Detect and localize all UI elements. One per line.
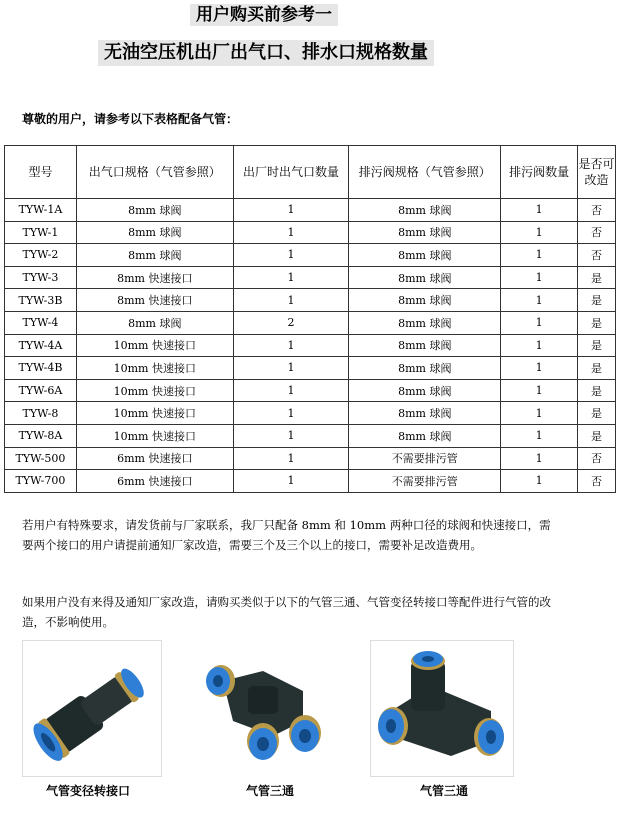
header-outlet-spec: 出气口规格（气管参照） [76,146,233,199]
table-row [5,379,616,402]
cell-outlet-spec: 6mm 快速接口 [76,447,233,470]
cell-model: TYW-4B [5,357,77,380]
cell-outlet-count: 1 [233,244,349,267]
cell-outlet-count: 1 [233,470,349,493]
cell-outlet-count: 1 [233,199,349,222]
table-row [5,357,616,380]
cell-outlet-spec: 10mm 快速接口 [76,334,233,357]
cell-drain-spec: 8mm 球阀 [349,289,501,312]
cell-drain-spec: 8mm 球阀 [349,244,501,267]
cell-outlet-count: 1 [233,402,349,425]
cell-drain-spec: 不需要排污管 [349,470,501,493]
table-row [5,199,616,222]
page-subtitle: 无油空压机出厂出气口、排水口规格数量 [98,40,434,66]
cell-outlet-count: 1 [233,221,349,244]
table-row [5,470,616,493]
cell-drain-spec: 8mm 球阀 [349,357,501,380]
page-title: 用户购买前参考一 [190,4,338,26]
cell-outlet-spec: 8mm 球阀 [76,244,233,267]
table-row [5,221,616,244]
cell-model: TYW-6A [5,379,77,402]
cell-outlet-count: 1 [233,289,349,312]
cell-outlet-count: 1 [233,266,349,289]
cell-modifiable: 是 [578,379,616,402]
cell-modifiable: 是 [578,357,616,380]
table-row [5,447,616,470]
header-drain-spec: 排污阀规格（气管参照） [349,146,501,199]
table-header-row [5,146,616,199]
cell-drain-count: 1 [501,311,578,334]
header-model: 型号 [5,146,77,199]
cell-outlet-count: 1 [233,447,349,470]
cell-outlet-spec: 6mm 快速接口 [76,470,233,493]
cell-modifiable: 是 [578,266,616,289]
cell-modifiable: 是 [578,424,616,447]
cell-modifiable: 否 [578,199,616,222]
table-row [5,244,616,267]
cell-modifiable: 否 [578,470,616,493]
cell-outlet-spec: 10mm 快速接口 [76,357,233,380]
cell-drain-count: 1 [501,289,578,312]
cell-outlet-count: 1 [233,357,349,380]
header-outlet-count: 出厂时出气口数量 [233,146,349,199]
cell-drain-spec: 8mm 球阀 [349,424,501,447]
cell-modifiable: 是 [578,334,616,357]
cell-drain-count: 1 [501,447,578,470]
cell-drain-count: 1 [501,402,578,425]
table-row [5,311,616,334]
cell-drain-count: 1 [501,334,578,357]
cell-outlet-spec: 8mm 快速接口 [76,289,233,312]
cell-drain-spec: 8mm 球阀 [349,379,501,402]
cell-drain-count: 1 [501,221,578,244]
cell-modifiable: 是 [578,311,616,334]
cell-drain-count: 1 [501,266,578,289]
cell-drain-spec: 8mm 球阀 [349,311,501,334]
cell-modifiable: 否 [578,221,616,244]
cell-drain-count: 1 [501,244,578,267]
cell-drain-spec: 8mm 球阀 [349,221,501,244]
tee-fitting-image-2 [370,640,514,777]
cell-outlet-spec: 8mm 球阀 [76,311,233,334]
cell-model: TYW-4 [5,311,77,334]
caption-tee-2: 气管三通 [420,784,469,798]
reducer-connector-image [22,640,162,777]
cell-drain-spec: 8mm 球阀 [349,266,501,289]
cell-outlet-count: 1 [233,379,349,402]
cell-drain-count: 1 [501,357,578,380]
cell-model: TYW-4A [5,334,77,357]
tee-fitting-image-1 [192,640,336,777]
note-accessories: 如果用户没有来得及通知厂家改造，请购买类似于以下的气管三通、气管变径转接口等配件进行气管的改造，不影响使用。 [22,595,551,629]
cell-outlet-spec: 10mm 快速接口 [76,424,233,447]
cell-outlet-spec: 8mm 球阀 [76,199,233,222]
cell-drain-count: 1 [501,424,578,447]
note-special-requirements: 若用户有特殊要求，请发货前与厂家联系，我厂只配备 8mm 和 10mm 两种口径的球阀和快速接口，需要两个接口的用户请提前通知厂家改造，需要三个及三个以上的接口，需要补足改造费用。 [22,518,551,552]
cell-model: TYW-500 [5,447,77,470]
cell-modifiable: 是 [578,402,616,425]
cell-outlet-spec: 10mm 快速接口 [76,402,233,425]
cell-modifiable: 否 [578,244,616,267]
spec-table [4,145,616,493]
cell-drain-spec: 不需要排污管 [349,447,501,470]
cell-outlet-spec: 8mm 快速接口 [76,266,233,289]
cell-drain-spec: 8mm 球阀 [349,199,501,222]
cell-outlet-count: 2 [233,311,349,334]
cell-model: TYW-1A [5,199,77,222]
cell-drain-spec: 8mm 球阀 [349,402,501,425]
cell-model: TYW-1 [5,221,77,244]
caption-tee-1: 气管三通 [246,784,295,798]
cell-outlet-spec: 8mm 球阀 [76,221,233,244]
table-row [5,424,616,447]
caption-reducer: 气管变径转接口 [46,784,131,798]
cell-model: TYW-8 [5,402,77,425]
cell-modifiable: 是 [578,289,616,312]
cell-outlet-spec: 10mm 快速接口 [76,379,233,402]
table-row [5,266,616,289]
cell-model: TYW-2 [5,244,77,267]
cell-model: TYW-3 [5,266,77,289]
cell-outlet-count: 1 [233,334,349,357]
cell-model: TYW-700 [5,470,77,493]
cell-model: TYW-8A [5,424,77,447]
cell-drain-count: 1 [501,379,578,402]
cell-drain-spec: 8mm 球阀 [349,334,501,357]
cell-drain-count: 1 [501,470,578,493]
intro-text: 尊敬的用户，请参考以下表格配备气管： [22,112,239,126]
cell-model: TYW-3B [5,289,77,312]
table-row [5,334,616,357]
cell-drain-count: 1 [501,199,578,222]
table-row [5,289,616,312]
header-drain-count: 排污阀数量 [501,146,578,199]
header-modifiable: 是否可改造 [578,146,616,199]
cell-modifiable: 否 [578,447,616,470]
cell-outlet-count: 1 [233,424,349,447]
table-row [5,402,616,425]
